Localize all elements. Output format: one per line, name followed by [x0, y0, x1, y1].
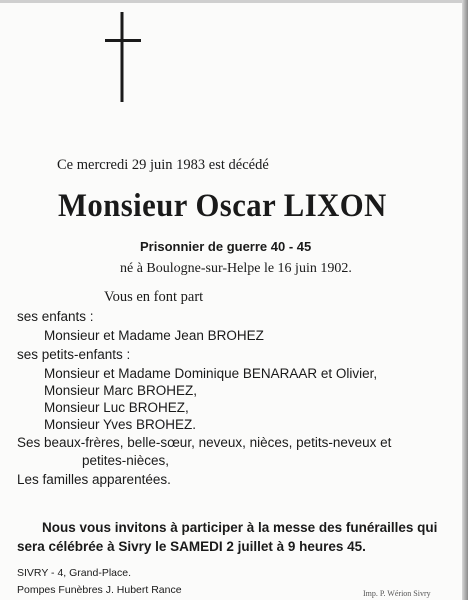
- list-item: Monsieur et Madame Jean BROHEZ: [44, 328, 264, 343]
- families-line: Les familles apparentées.: [17, 472, 171, 487]
- invitation-line-1: Nous vous invitons à participer à la messe des funérailles qui: [42, 520, 438, 535]
- birth-line: né à Boulogne-sur-Helpe le 16 juin 1902.: [120, 261, 352, 276]
- latin-cross-icon: [105, 12, 141, 102]
- list-item: Monsieur et Madame Dominique BENARAAR et Olivier,: [44, 366, 378, 381]
- invitation-line-2: sera célébrée à Sivry le SAMEDI 2 juillet à 9 heures 45.: [17, 539, 366, 554]
- funeral-home-line: Pompes Funèbres J. Hubert Rance: [17, 584, 182, 596]
- list-item: Monsieur Luc BROHEZ,: [44, 400, 189, 415]
- death-date-line: Ce mercredi 29 juin 1983 est décédé: [57, 157, 269, 173]
- printer-credit: Imp. P. Wérion Sivry: [363, 589, 431, 598]
- relatives-line-continued: petites-nièces,: [82, 453, 170, 468]
- right-edge-shadow: [462, 0, 468, 600]
- deceased-name: Monsieur Oscar LIXON: [58, 188, 387, 224]
- grandchildren-heading: ses petits-enfants :: [17, 347, 131, 362]
- distinction-line: Prisonnier de guerre 40 - 45: [140, 239, 312, 254]
- children-heading: ses enfants :: [17, 309, 94, 324]
- announcement-intro: Vous en font part: [104, 289, 204, 305]
- list-item: Monsieur Marc BROHEZ,: [44, 383, 198, 398]
- top-border: [0, 0, 468, 3]
- address-line: SIVRY - 4, Grand-Place.: [17, 567, 131, 579]
- list-item: Monsieur Yves BROHEZ.: [44, 417, 197, 432]
- relatives-line: Ses beaux-frères, belle-sœur, neveux, nièces, petits-neveux et: [17, 435, 392, 450]
